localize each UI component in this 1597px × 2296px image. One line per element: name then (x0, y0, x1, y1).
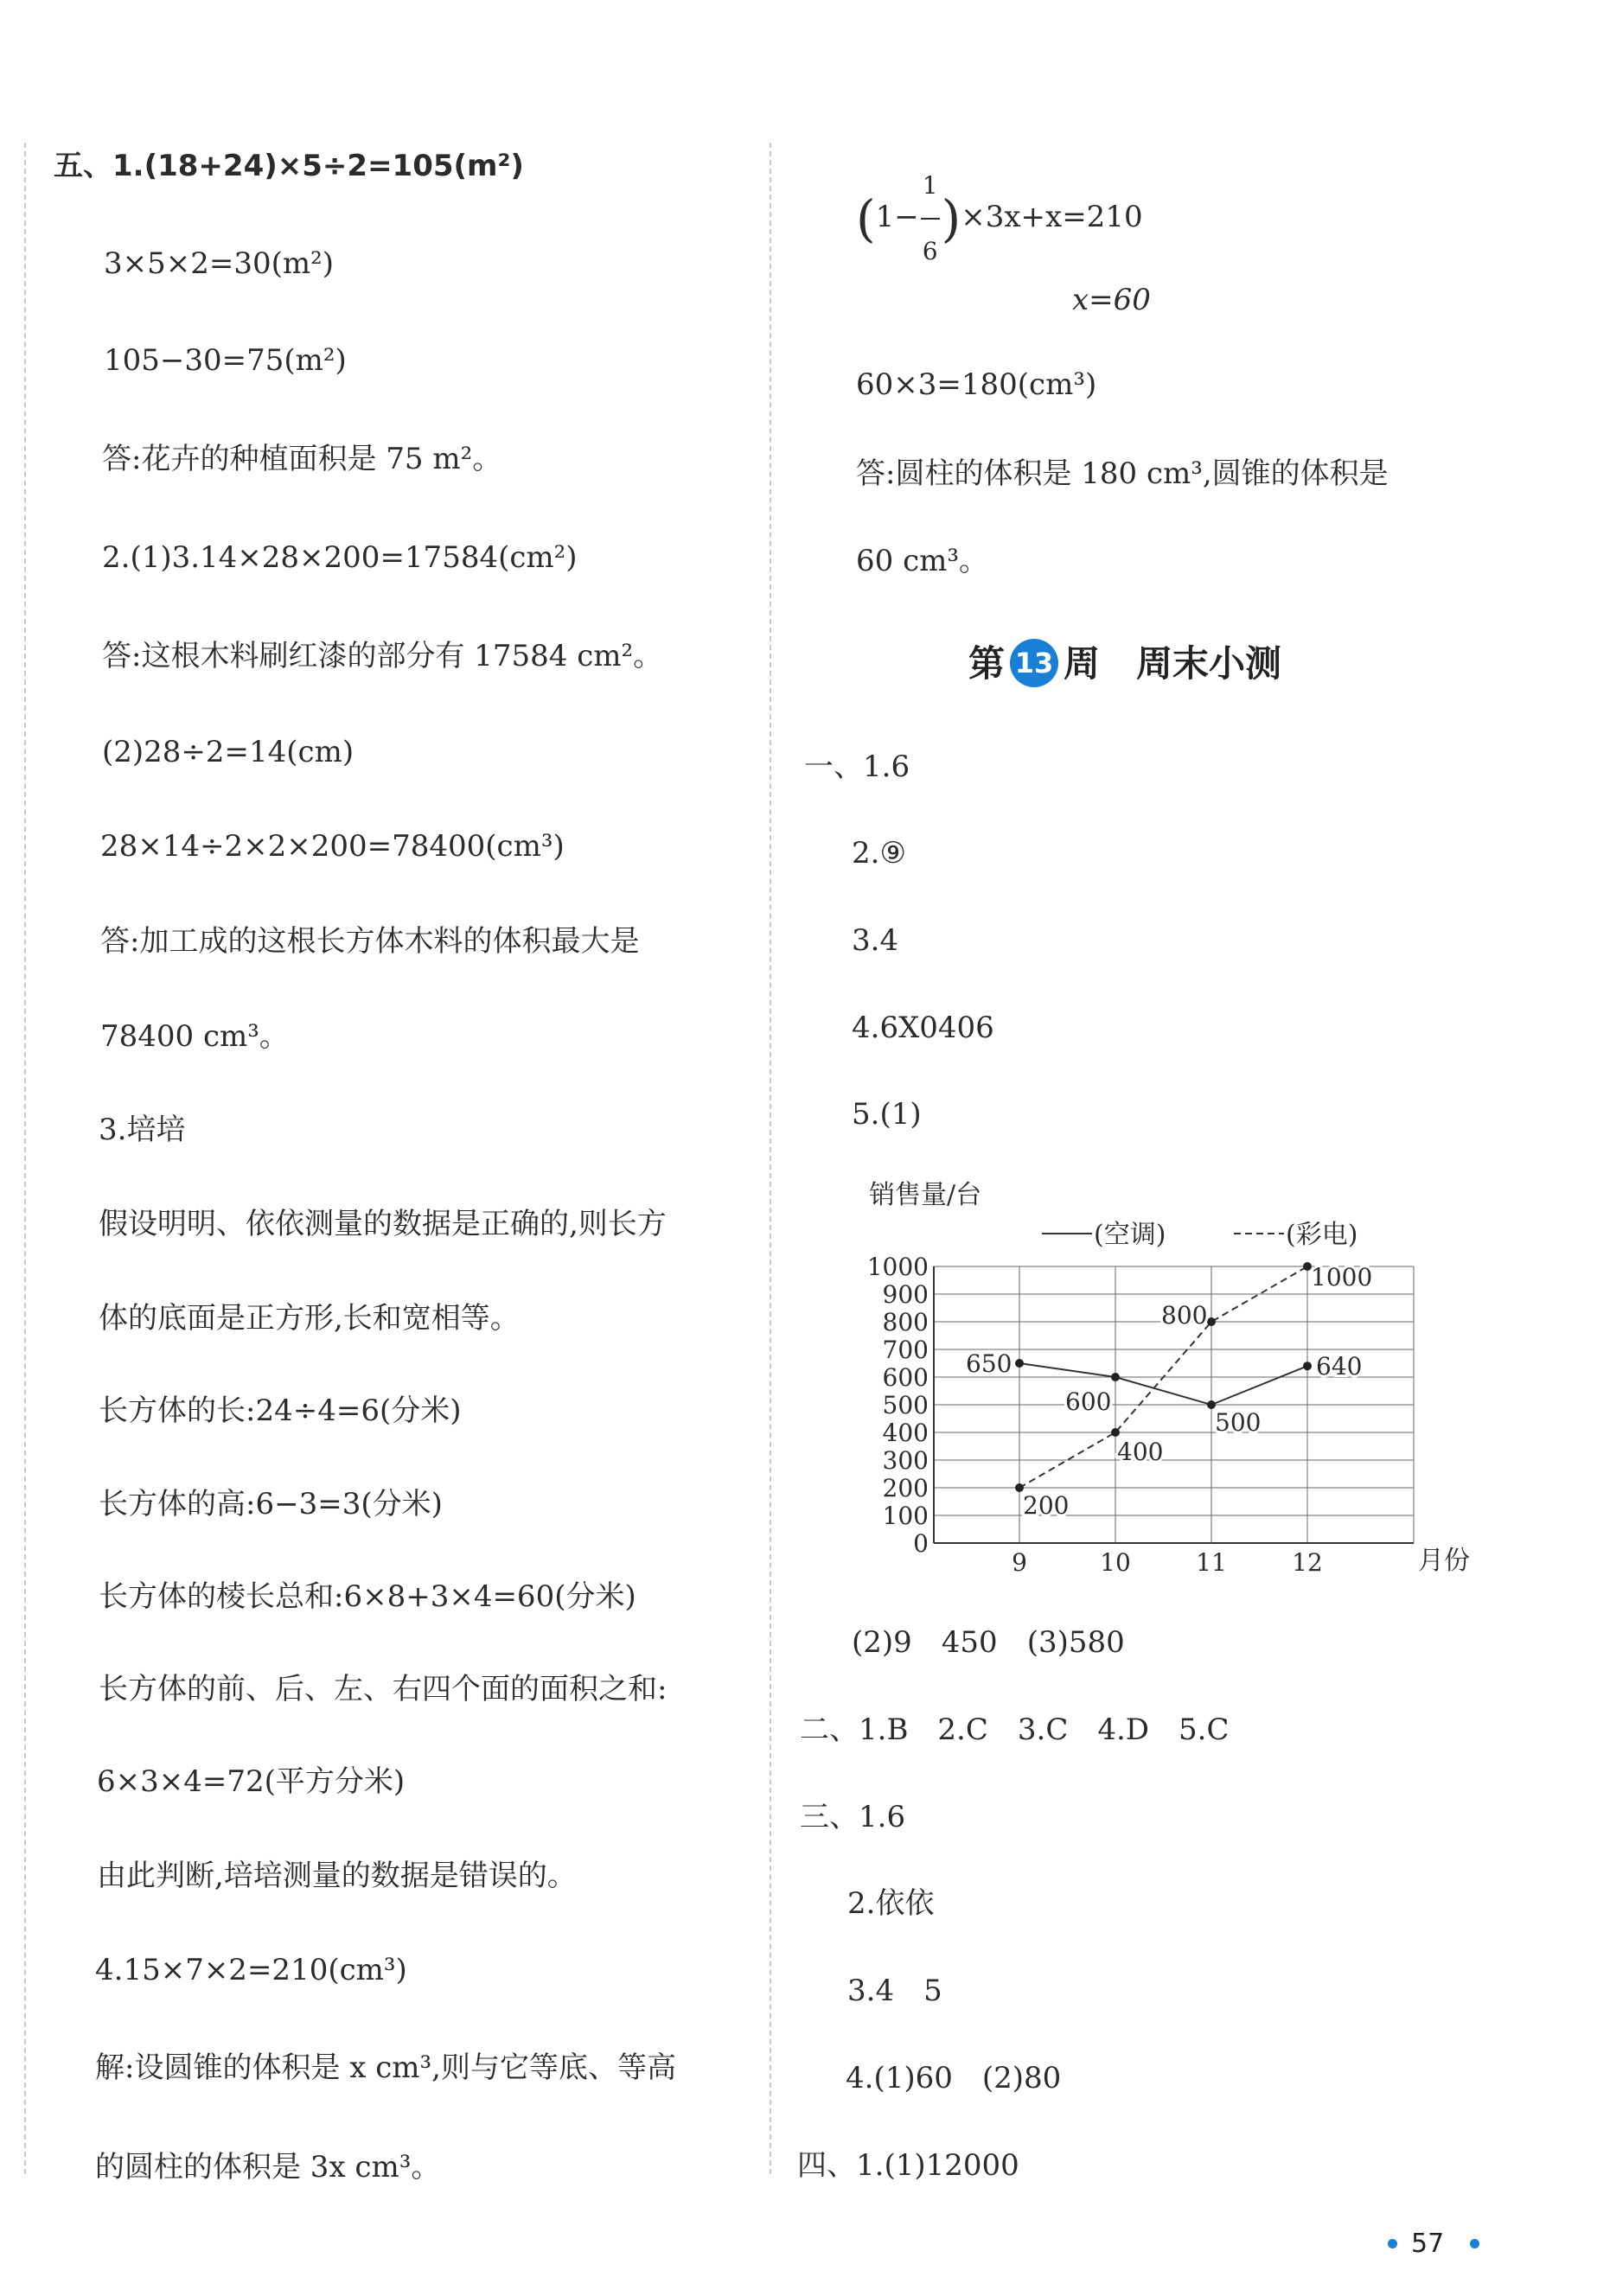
data-label: 800 (1161, 1301, 1208, 1330)
data-label: 200 (1023, 1491, 1070, 1520)
answer-7: 二、1.B 2.C 3.C 4.D 5.C (800, 1712, 1230, 1747)
y-tick-label: 600 (882, 1363, 929, 1392)
left-line-2: 3×5×2=30(m²) (104, 246, 335, 281)
left-line-22: 的圆柱的体积是 3x cm³。 (95, 2150, 441, 2184)
x-tick-label: 12 (1292, 1548, 1323, 1577)
answer-3: 3.4 (852, 923, 899, 958)
y-tick-label: 500 (882, 1391, 929, 1419)
answer-12: 四、1.(1)12000 (797, 2148, 1019, 2183)
left-line-10: 78400 cm³。 (100, 1019, 289, 1054)
data-point (1303, 1362, 1312, 1370)
left-line-14: 长方体的长:24÷4=6(分米) (99, 1394, 462, 1428)
y-tick-label: 300 (882, 1446, 929, 1475)
data-point (1015, 1359, 1024, 1368)
section-heading: 第 13 周 周末小测 (968, 635, 1281, 691)
answer-11: 4.(1)60 (2)80 (846, 2061, 1062, 2095)
left-line-5: 2.(1)3.14×28×200=17584(cm²) (102, 540, 578, 575)
y-tick-label: 900 (882, 1280, 929, 1309)
left-margin-line (24, 143, 26, 2174)
left-line-6: 答:这根木料刷红漆的部分有 17584 cm²。 (102, 639, 663, 673)
right-line-5: 60 cm³。 (856, 544, 988, 578)
week-number-badge: 13 (1010, 639, 1058, 687)
answer-8: 三、1.6 (800, 1800, 906, 1834)
page-number: 57 (1411, 2229, 1445, 2259)
y-tick-label: 400 (882, 1419, 929, 1447)
data-label: 400 (1117, 1438, 1164, 1466)
answer-5: 5.(1) (852, 1097, 922, 1132)
y-tick-label: 1000 (866, 1253, 929, 1281)
left-line-18: 6×3×4=72(平方分米) (97, 1764, 406, 1799)
data-label: 640 (1316, 1352, 1363, 1381)
legend-dashed-label: (彩电) (1286, 1220, 1358, 1250)
left-line-11: 3.培培 (99, 1113, 186, 1147)
left-line-8: 28×14÷2×2×200=78400(cm³) (100, 829, 565, 864)
column-divider (770, 143, 771, 2174)
left-line-9: 答:加工成的这根长方体木料的体积最大是 (100, 924, 640, 959)
chart-ylabel: 销售量/台 (869, 1180, 982, 1210)
y-tick-label: 800 (882, 1308, 929, 1336)
equation-line: (1− $\frac{1}{6}$ )×3x+x=210 (856, 156, 1143, 216)
data-label: 1000 (1311, 1263, 1373, 1292)
data-point (1111, 1373, 1120, 1381)
y-tick-label: 0 (913, 1529, 929, 1558)
x-tick-label: 10 (1100, 1548, 1131, 1577)
sales-line-chart (847, 1167, 1504, 1582)
data-point (1111, 1428, 1120, 1437)
left-line-1: 五、1.(18+24)×5÷2=105(m²) (54, 149, 524, 183)
answer-2: 2.⑨ (852, 836, 906, 871)
left-line-12: 假设明明、依依测量的数据是正确的,则长方 (99, 1207, 667, 1241)
fraction: $\frac{1}{6}$ (921, 156, 940, 282)
right-line-3: 60×3=180(cm³) (856, 367, 1097, 402)
x-tick-label: 11 (1196, 1548, 1227, 1577)
x-tick-label: 9 (1012, 1548, 1027, 1577)
series-line-1 (1019, 1363, 1307, 1405)
left-line-19: 由此判断,培培测量的数据是错误的。 (97, 1859, 577, 1893)
left-line-13: 体的底面是正方形,长和宽相等。 (99, 1301, 520, 1336)
data-point (1207, 1317, 1216, 1326)
answer-10: 3.4 5 (847, 1974, 942, 2008)
x-value: x=60 (1072, 283, 1151, 317)
page-dot-right (1470, 2239, 1479, 2248)
data-label: 650 (966, 1349, 1012, 1378)
left-line-17: 长方体的前、后、左、右四个面的面积之和: (99, 1672, 668, 1706)
left-line-21: 解:设圆锥的体积是 x cm³,则与它等底、等高 (95, 2050, 676, 2085)
left-line-15: 长方体的高:6−3=3(分米) (99, 1487, 443, 1521)
y-tick-label: 700 (882, 1336, 929, 1364)
answer-4: 4.6X0406 (852, 1011, 994, 1045)
right-line-4: 答:圆柱的体积是 180 cm³,圆锥的体积是 (856, 456, 1389, 491)
answer-6: (2)9 450 (3)580 (852, 1625, 1125, 1660)
page-dot-left (1388, 2239, 1397, 2248)
left-line-20: 4.15×7×2=210(cm³) (95, 1953, 407, 1987)
data-label: 500 (1215, 1408, 1262, 1437)
answer-1: 一、1.6 (804, 749, 910, 784)
data-label: 600 (1065, 1387, 1112, 1416)
chart-xlabel: 月份 (1418, 1546, 1470, 1576)
y-tick-label: 200 (882, 1474, 929, 1502)
y-tick-label: 100 (882, 1502, 929, 1530)
left-line-7: (2)28÷2=14(cm) (102, 735, 355, 769)
left-line-16: 长方体的棱长总和:6×8+3×4=60(分米) (99, 1579, 636, 1614)
left-line-4: 答:花卉的种植面积是 75 m²。 (102, 442, 502, 476)
answer-9: 2.依依 (847, 1886, 935, 1921)
left-line-3: 105−30=75(m²) (104, 343, 347, 378)
legend-solid-label: (空调) (1094, 1220, 1166, 1250)
